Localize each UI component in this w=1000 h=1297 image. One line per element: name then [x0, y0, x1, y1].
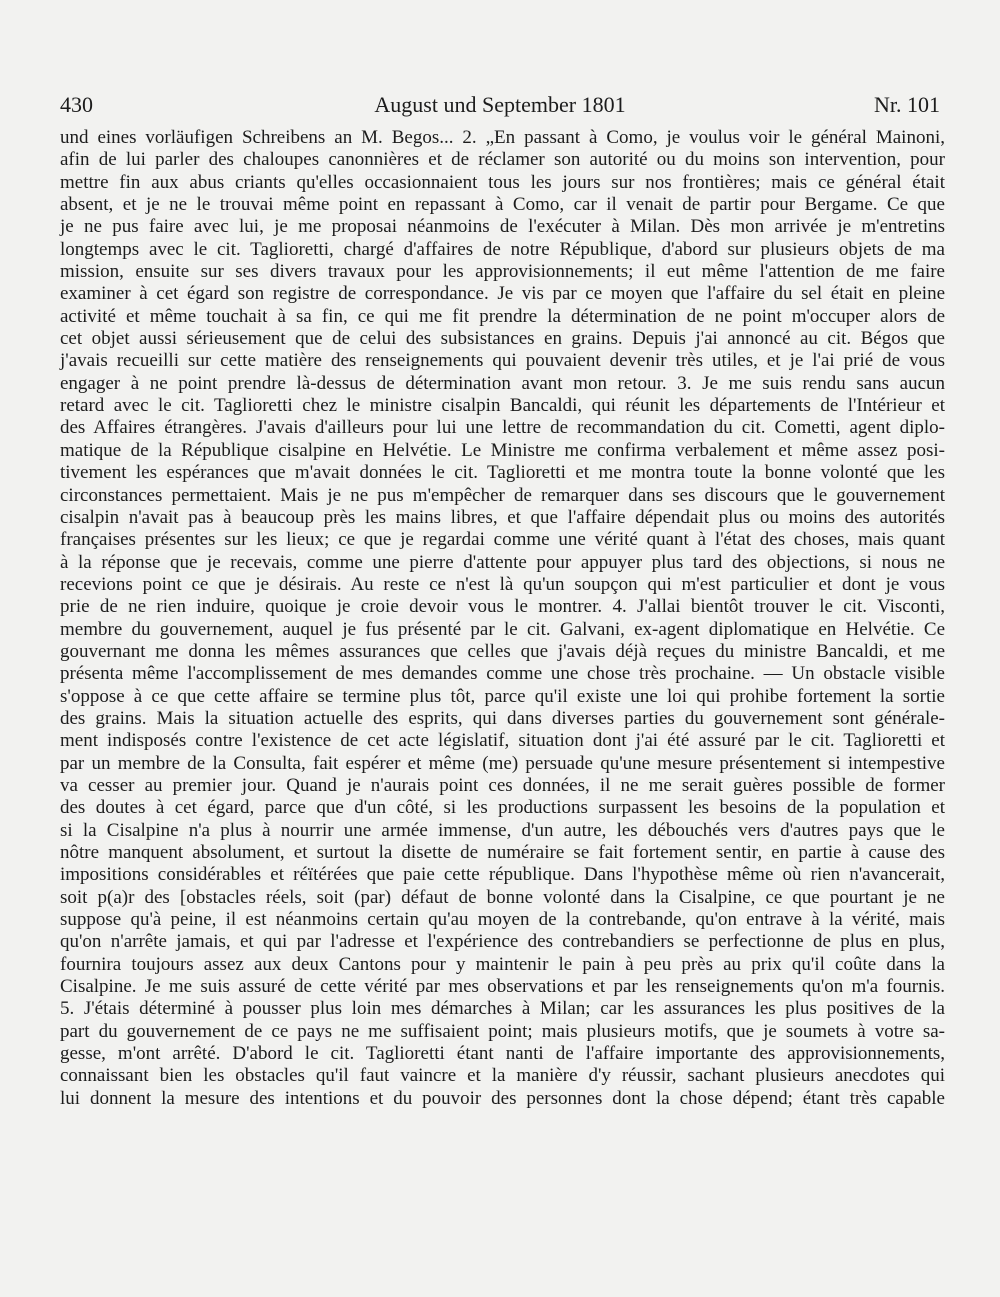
text-line: présenta même l'accomplissement de mes demandes comme une chose très prochaine. — Un obstacle visible — [60, 663, 945, 685]
text-line: und eines vorläufigen Schreibens an M. Begos... 2. „En passant à Como, je voulus voir le général Mainoni, — [60, 127, 945, 148]
document-number: Nr. 101 — [874, 92, 940, 117]
text-line: gouvernant me donna les mêmes assurances que celles que j'avais déjà reçues du ministre Bancaldi, et me — [60, 640, 945, 662]
text-line: cet objet aussi sérieusement que de celui des subsistances en grains. Depuis j'ai annoncé au cit. Bégos que — [60, 328, 945, 350]
text-line: circonstances permettaient. Mais je ne pus m'empêcher de remarquer dans ses discours que le gouvernement — [60, 484, 945, 506]
text-line: à la réponse que je recevais, comme une pierre d'attente pour appuyer plus tard des objections, si nous ne — [60, 551, 945, 573]
text-line: engager à ne point prendre là-dessus de détermination avant mon retour. 3. Je me suis rendu sans aucun — [60, 372, 945, 394]
text-line: tivement les espérances que m'avait données le cit. Taglioretti et me montra toute la bonne volonté que les — [60, 462, 945, 484]
text-line: nôtre manquent absolument, et surtout la disette de numéraire se fait fortement sentir, en partie à cause des — [60, 842, 945, 863]
text-line: qu'on n'arrête jamais, et qui par l'adresse et l'expérience des contrebandiers se perfectionne de plus en plus, — [60, 931, 945, 953]
text-line: des doutes à cet égard, parce que d'un côté, si les productions surpassent les besoins de la population et — [60, 797, 945, 819]
text-line: si la Cisalpine n'a plus à nourrir une armée immense, d'un autre, les débouchés vers d'autres pays que le — [60, 819, 945, 841]
text-line: va cesser au premier jour. Quand je n'aurais point ces données, il ne me serait guères possible de former — [60, 774, 945, 796]
text-line: suppose qu'à peine, il est néanmoins certain qu'au moyen de la contrebande, qu'on entrave à la vérité, mais — [60, 909, 945, 931]
text-line: soit p(a)r des [obstacles réels, soit (par) défaut de bonne volonté dans la Cisalpine, ce que pourtant je ne — [60, 886, 945, 908]
text-line: longtemps avec le cit. Taglioretti, chargé d'affaires de notre République, d'abord sur plusieurs objets de ma — [60, 238, 945, 260]
text-line: lui donnent la mesure des intentions et du pouvoir des personnes dont la chose dépend; étant très capable — [60, 1087, 945, 1109]
text-line: mettre fin aux abus criants qu'elles occasionnaient tous les jours sur nos frontières; mais ce général était — [60, 171, 945, 193]
text-line: examiner à cet égard son registre de correspondance. Je vis par ce moyen que l'affaire du sel était en pleine — [60, 283, 945, 305]
text-line: s'oppose à ce que cette affaire se termine plus tôt, parce qu'il existe une loi qui prohibe fortement la sortie — [60, 685, 945, 707]
text-line: connaissant bien les obstacles qu'il faut vaincre et la manière d'y réussir, sachant plusieurs anecdotes qui — [60, 1065, 945, 1087]
text-line: membre du gouvernement, auquel je fus présenté par le cit. Galvani, ex-agent diplomatique en Helvétie. Ce — [60, 618, 945, 640]
text-line: prie de ne rien induire, quoique je croie devoir vous le montrer. 4. J'allai bientôt trouver le cit. Visconti, — [60, 596, 945, 618]
text-line: gesse, m'ont arrêté. D'abord le cit. Taglioretti étant nanti de l'affaire importante des approvisionnements, — [60, 1043, 945, 1065]
text-line: cisalpin n'avait pas à beaucoup près les mains libres, et que l'affaire dépendait plus ou moins des autorités — [60, 506, 945, 528]
text-line: matique de la République cisalpine en Helvétie. Le Ministre me confirma verbalement et même assez posi- — [60, 439, 945, 461]
text-line: des grains. Mais la situation actuelle des esprits, qui dans diverses parties du gouvernement sont générale- — [60, 707, 945, 729]
text-line: recevions point ce que je désirais. Au reste ce n'est là qu'un soupçon qui m'est particulier et dont je vous — [60, 573, 945, 595]
text-line: Cisalpine. Je me suis assuré de cette vérité par mes observations et par les renseignements qu'on m'a fournis. — [60, 976, 945, 998]
text-line: mission, ensuite sur ses divers travaux pour les approvisionnements; il eut même l'attention de me faire — [60, 261, 945, 283]
page-number: 430 — [60, 92, 93, 117]
text-line: retard avec le cit. Taglioretti chez le ministre cisalpin Bancaldi, qui réunit les départements de l'Intérieur et — [60, 395, 945, 417]
text-line: françaises présentes sur les lieux; ce que je regardai comme une vérité quant à l'état des choses, mais quant — [60, 529, 945, 551]
text-line: 5. J'étais déterminé à pousser plus loin mes démarches à Milan; car les assurances les plus positives de la — [60, 998, 945, 1020]
running-title: August und September 1801 — [374, 92, 626, 117]
text-line: impositions considérables et réïtérées que paie cette république. Dans l'hypothèse même où rien n'avancerait, — [60, 864, 945, 886]
text-line: afin de lui parler des chaloupes canonnières et de réclamer son autorité ou du moins son intervention, pour — [60, 149, 945, 171]
text-line: des Affaires étrangères. J'avais d'ailleurs pour lui une lettre de recommandation du cit. Cometti, agent diplo- — [60, 417, 945, 439]
text-line: part du gouvernement de ce pays ne me suffisaient point; mais plusieurs motifs, que je soumets à votre sa- — [60, 1020, 945, 1042]
text-line: absent, et je ne le trouvai même point en repassant à Como, car il venait de partir pour Bergame. Ce que — [60, 194, 945, 216]
text-line: fournira toujours assez aux deux Cantons pour y maintenir le pain à peu près au prix qu'il coûte dans la — [60, 953, 945, 975]
text-line: par un membre de la Consulta, fait espérer et même (me) persuade qu'une mesure présentement si intempestive — [60, 752, 945, 774]
text-line: ment indisposés contre l'existence de cet acte législatif, situation dont j'ai été assuré par le cit. Taglioretti et — [60, 730, 945, 752]
page-header — [60, 92, 940, 122]
text-line: activité et même touchait à sa fin, ce qui me fit prendre la détermination de ne point m'occuper alors de — [60, 305, 945, 327]
body-text — [60, 127, 945, 1110]
text-line: j'avais recueilli sur cette matière des renseignements qui pouvaient devenir très utiles, et je l'ai prié de vous — [60, 350, 945, 372]
text-line: je ne pus faire avec lui, je me proposai néanmoins de l'exécuter à Milan. Dès mon arrivée je m'entretins — [60, 216, 945, 238]
